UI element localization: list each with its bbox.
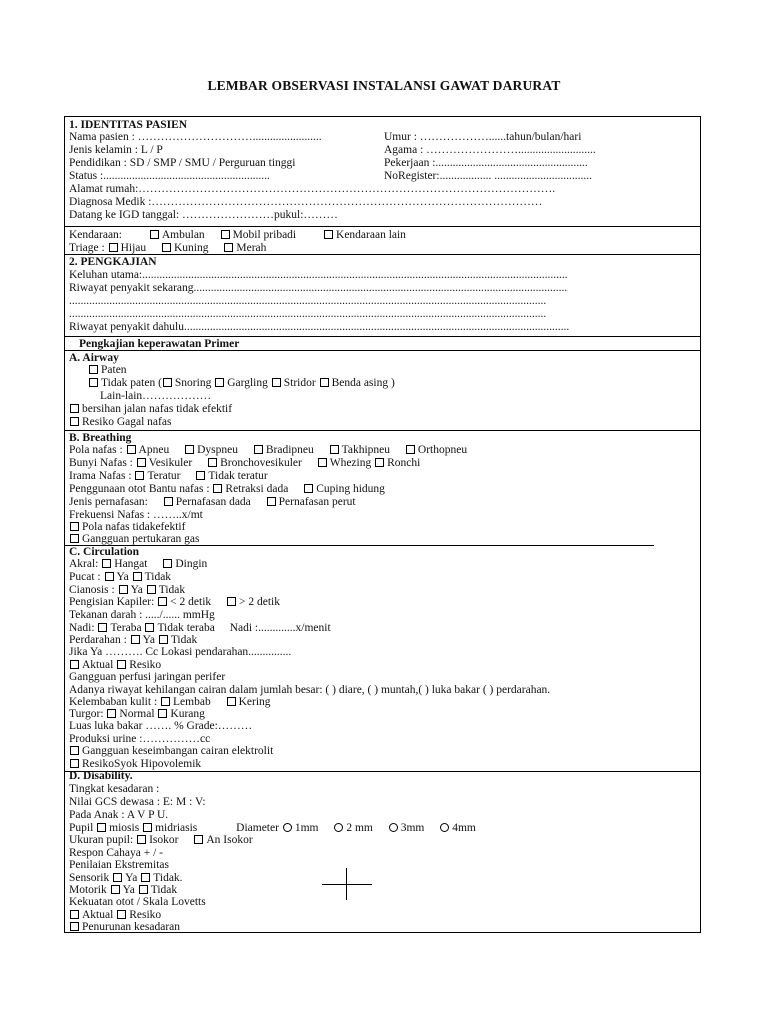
divider (64, 771, 701, 772)
option-label: Pernafasan dada (175, 496, 251, 508)
checkbox-benda-asing[interactable] (320, 378, 329, 387)
option-label: 4mm (452, 822, 476, 834)
option-label: Resiko Gagal nafas (82, 416, 172, 428)
checkbox-bradipneu[interactable] (254, 445, 263, 454)
otot-bantu-row (69, 483, 385, 496)
checkbox-hangat[interactable] (102, 559, 111, 568)
muscle-strength-cross-vertical (346, 868, 347, 900)
option-label: Tidak teratur (208, 470, 268, 482)
checkbox-kering[interactable] (227, 697, 236, 706)
jenis-pernafasan-row (69, 496, 356, 509)
pola-nafas-row (69, 444, 467, 457)
checkbox-circ-aktual[interactable] (70, 660, 79, 669)
bunyi-nafas-label: Bunyi Nafas : (69, 457, 133, 469)
breathing-dx2-row (69, 533, 200, 546)
disability-dx-row (69, 921, 180, 934)
option-label: Resiko (129, 909, 162, 921)
option-label: Whezing (329, 457, 372, 469)
nadi-rate-field[interactable]: Nadi :.............x/menit (229, 622, 331, 634)
pada-anak-field[interactable]: Pada Anak : A V P U. (69, 809, 169, 821)
checkbox-orthopneu[interactable] (406, 445, 415, 454)
cianosis-row (69, 584, 185, 597)
option-label: Tidak (144, 571, 172, 583)
ukuran-pupil-label: Ukuran pupil: (69, 834, 134, 846)
umur-field[interactable]: Umur : ………………......tahun/bulan/hari (384, 131, 582, 143)
checkbox-dis-resiko[interactable] (117, 910, 126, 919)
circulation-dx1-row (69, 745, 273, 758)
option-label: Pernafasan perut (278, 496, 356, 508)
produksi-urine-field[interactable]: Produksi urine :……………cc (69, 733, 211, 745)
option-label: Aktual (82, 659, 114, 671)
akral-label: Akral: (69, 558, 99, 570)
option-label: Paten (101, 364, 127, 376)
checkbox-pernafasan-perut[interactable] (267, 497, 276, 506)
checkbox-ambulan[interactable] (150, 230, 159, 239)
checkbox-cuping-hidung[interactable] (304, 484, 313, 493)
jenis-pernafasan-label: Jenis pernafasan: (69, 496, 148, 508)
checkbox-bersihan-jalan-nafas[interactable] (70, 404, 79, 413)
option-label: 3mm (400, 822, 425, 834)
airway-dx2-row (69, 416, 171, 429)
checkbox-midriasis[interactable] (143, 823, 152, 832)
checkbox-dingin[interactable] (163, 559, 172, 568)
section-identitas-heading: 1. IDENTITAS PASIEN (69, 119, 188, 131)
circulation-dx2-row (69, 758, 201, 771)
checkbox-penurunan-kesadaran[interactable] (70, 922, 79, 931)
checkbox-motorik-ya[interactable] (111, 885, 120, 894)
breathing-heading: B. Breathing (69, 432, 132, 444)
motorik-row (69, 884, 177, 897)
radio-1mm[interactable] (283, 823, 292, 832)
datang-field[interactable]: Datang ke IGD tanggal: ……………………pukul:……… (69, 209, 338, 221)
kendaraan-row (69, 229, 406, 242)
turgor-label: Turgor: (69, 708, 104, 720)
option-label: Ya (130, 584, 143, 596)
option-label: Gangguan pertukaran gas (82, 533, 200, 545)
option-label: Apneu (138, 444, 170, 456)
bunyi-nafas-row (69, 457, 420, 470)
keluhan-field[interactable]: Keluhan utama:.................................................................................................................................................... (69, 269, 568, 281)
checkbox-whezing[interactable] (318, 458, 327, 467)
disability-aktual-row (69, 909, 161, 922)
nadi-label: Nadi: (69, 622, 95, 634)
penilaian-ekstremitas-label: Penilaian Ekstremitas (69, 859, 169, 871)
checkbox-perdarahan-ya[interactable] (131, 635, 140, 644)
checkbox-tidak-teraba[interactable] (145, 623, 154, 632)
option-label: Pola nafas tidakefektif (82, 521, 186, 533)
divider (64, 226, 701, 227)
nadi-row (69, 622, 331, 635)
option-label: Teratur (147, 470, 181, 482)
diagnosa-field[interactable]: Diagnosa Medik :………………………………………………………………………………………… (69, 196, 543, 208)
option-label: Normal (119, 708, 155, 720)
checkbox-perdarahan-tidak[interactable] (159, 635, 168, 644)
respon-cahaya-field[interactable]: Respon Cahaya + / - (69, 847, 163, 859)
kelembaban-label: Kelembaban kulit : (69, 696, 158, 708)
option-label: Lembab (173, 696, 211, 708)
triage-label: Triage : (69, 242, 105, 254)
checkbox-pucat-tidak[interactable] (133, 572, 142, 581)
option-label: Resiko (129, 659, 162, 671)
checkbox-resiko-syok[interactable] (70, 759, 79, 768)
muscle-strength-cross-horizontal (322, 884, 372, 885)
divider (64, 336, 701, 337)
kapiler-label: Pengisian Kapiler: (69, 596, 155, 608)
checkbox-isokor[interactable] (137, 835, 146, 844)
checkbox-takhipneu[interactable] (330, 445, 339, 454)
perdarahan-row (69, 634, 197, 647)
option-label: Tidak (150, 884, 178, 896)
checkbox-kendaraan-lain[interactable] (324, 230, 333, 239)
checkbox-miosis[interactable] (97, 823, 106, 832)
radio-2mm[interactable] (334, 823, 343, 832)
option-label: Bradipneu (265, 444, 314, 456)
option-label: ResikoSyok Hipovolemik (82, 758, 202, 770)
option-label: Kering (238, 696, 271, 708)
option-label: Vesikuler (148, 457, 193, 469)
airway-lain-field[interactable]: Lain-lain……………… (100, 390, 212, 402)
sensorik-label: Sensorik (69, 872, 110, 884)
option-label: Mobil pribadi (232, 229, 297, 241)
cianosis-label: Cianosis : (69, 584, 115, 596)
kelembaban-row (69, 696, 271, 709)
checkbox-bronchovesikuler[interactable] (208, 458, 217, 467)
nama-pasien-field[interactable]: Nama pasien : …………………………........................ (69, 131, 322, 143)
checkbox-resiko-gagal-nafas[interactable] (70, 417, 79, 426)
option-label: Takhipneu (341, 444, 391, 456)
kapiler-row (69, 596, 280, 609)
checkbox-pucat-ya[interactable] (105, 572, 114, 581)
option-label: midriasis (155, 822, 198, 834)
status-field[interactable]: Status :.......................................................... (69, 170, 270, 182)
tingkat-kesadaran-label: Tingkat kesadaran : (69, 783, 160, 795)
form-title: LEMBAR OBSERVASI INSTALANSI GAWAT DARURAT (207, 78, 561, 93)
option-label: > 2 detik (239, 596, 280, 608)
kekuatan-otot-label: Kekuatan otot / Skala Lovetts (69, 896, 206, 908)
airway-tidak-paten-row (88, 377, 395, 390)
checkbox-cianosis-tidak[interactable] (147, 585, 156, 594)
agama-field[interactable]: Agama : ……………………........................... (384, 144, 596, 156)
pekerjaan-field[interactable]: Pekerjaan :..................................................... (384, 157, 588, 169)
checkbox-pola-nafas-tidak-efektif[interactable] (70, 522, 79, 531)
option-label: Tidak teraba (157, 622, 215, 634)
checkbox-stridor[interactable] (272, 378, 281, 387)
checkbox-mobil-pribadi[interactable] (221, 230, 230, 239)
airway-dx1-row (69, 403, 232, 416)
checkbox-sensorik-ya[interactable] (113, 873, 122, 882)
tekanan-darah-field[interactable]: Tekanan darah : ...../...... mmHg (69, 609, 215, 621)
option-label: Ya (116, 571, 129, 583)
option-label: Tidak. (153, 872, 183, 884)
checkbox-apneu[interactable] (127, 445, 136, 454)
option-label: 2 mm (346, 822, 373, 834)
checkbox-teraba[interactable] (98, 623, 107, 632)
option-label: Merah (236, 242, 267, 254)
option-label: miosis (109, 822, 140, 834)
checkbox-paten[interactable] (89, 365, 98, 374)
akral-row (69, 558, 207, 571)
turgor-row (69, 708, 205, 721)
checkbox-gangguan-pertukaran-gas[interactable] (70, 534, 79, 543)
checkbox-lembab[interactable] (161, 697, 170, 706)
gcs-field[interactable]: Nilai GCS dewasa : E: M : V: (69, 796, 206, 808)
option-label: Ronchi (387, 457, 421, 469)
checkbox-merah[interactable] (224, 243, 233, 252)
breathing-dx1-row (69, 521, 185, 534)
option-label: Snoring (174, 377, 212, 389)
checkbox-tidak-paten[interactable] (89, 378, 98, 387)
luas-luka-bakar-field[interactable]: Luas luka bakar ……. % Grade:……… (69, 720, 253, 732)
frekuensi-nafas-field[interactable]: Frekuensi Nafas : ……..x/mt (69, 509, 203, 521)
option-label: Gangguan keseimbangan cairan elektrolit (82, 745, 274, 757)
pucat-label: Pucat : (69, 571, 101, 583)
motorik-label: Motorik (69, 884, 107, 896)
divider (64, 430, 701, 431)
option-label: Gargling (227, 377, 268, 389)
option-label: Kurang (170, 708, 205, 720)
ukuran-pupil-row (69, 834, 253, 847)
checkbox-retraksi-dada[interactable] (213, 484, 222, 493)
airway-heading: A. Airway (69, 352, 119, 364)
checkbox-gangguan-cairan[interactable] (70, 746, 79, 755)
checkbox-tidak-teratur[interactable] (196, 471, 205, 480)
radio-3mm[interactable] (389, 823, 398, 832)
diameter-label: Diameter (236, 822, 279, 834)
option-label: An Isokor (206, 834, 253, 846)
riwayat-sekarang-field[interactable]: Riwayat penyakit sekarang.................................................................................................................................. (69, 282, 568, 294)
checkbox-teratur[interactable] (135, 471, 144, 480)
option-label: bersihan jalan nafas tidak efektif (82, 403, 233, 415)
option-label: Ya (142, 634, 155, 646)
kendaraan-label: Kendaraan: (69, 229, 122, 241)
option-label: Teraba (110, 622, 142, 634)
option-label: Penurunan kesadaran (82, 921, 181, 933)
option-label: 1mm (294, 822, 319, 834)
riwayat-cairan-text: Adanya riwayat kehilangan cairan dalam jumlah besar: ( ) diare, ( ) muntah,( ) luka bakar ( ) perdarahan. (69, 684, 551, 696)
checkbox-cianosis-ya[interactable] (119, 585, 128, 594)
option-label: Kendaraan lain (336, 229, 406, 241)
option-label: Isokor (149, 834, 179, 846)
checkbox-vesikuler[interactable] (137, 458, 146, 467)
option-label: Dingin (175, 558, 208, 570)
option-label: Tidak (170, 634, 198, 646)
pengkajian-primer-heading: Pengkajian keperawatan Primer (79, 338, 240, 350)
checkbox-ronchi[interactable] (375, 458, 384, 467)
option-label: Ya (122, 884, 135, 896)
option-label: Retraksi dada (225, 483, 289, 495)
checkbox-circ-resiko[interactable] (117, 660, 126, 669)
option-label: Kuning (174, 242, 209, 254)
checkbox-kuning[interactable] (162, 243, 171, 252)
checkbox-kurang[interactable] (158, 709, 167, 718)
sensorik-row (69, 872, 183, 885)
option-label: Tidak paten ( (101, 377, 162, 389)
riwayat-dahulu-field[interactable]: Riwayat penyakit dahulu...................................................................................................................................... (69, 321, 570, 333)
option-label: < 2 detik (170, 596, 212, 608)
checkbox-kapiler-lt2[interactable] (158, 597, 167, 606)
dotted-line[interactable]: ...................................................................................................................................................................... (69, 295, 547, 307)
airway-paten-row (88, 364, 127, 377)
gangguan-perfusi-text: Gangguan perfusi jaringan perifer (69, 671, 226, 683)
checkbox-normal[interactable] (107, 709, 116, 718)
irama-nafas-label: Irama Nafas : (69, 470, 132, 482)
pupil-label: Pupil (69, 822, 94, 834)
radio-4mm[interactable] (440, 823, 449, 832)
checkbox-gargling[interactable] (215, 378, 224, 387)
checkbox-sensorik-tidak[interactable] (141, 873, 150, 882)
perdarahan-label: Perdarahan : (69, 634, 127, 646)
checkbox-an-isokor[interactable] (194, 835, 203, 844)
option-label: Aktual (82, 909, 114, 921)
checkbox-dis-aktual[interactable] (70, 910, 79, 919)
option-label: Bronchovesikuler (220, 457, 302, 469)
circulation-heading: C. Circulation (69, 546, 140, 558)
triage-row (69, 242, 266, 255)
jenis-kelamin-field[interactable]: Jenis kelamin : L / P (69, 144, 163, 156)
pola-nafas-label: Pola nafas : (69, 444, 123, 456)
option-label: Hijau (120, 242, 147, 254)
pendidikan-field[interactable]: Pendidikan : SD / SMP / SMU / Perguruan tinggi (69, 157, 296, 169)
option-label: Hangat (114, 558, 148, 570)
checkbox-hijau[interactable] (109, 243, 118, 252)
irama-nafas-row (69, 470, 268, 483)
jika-ya-field[interactable]: Jika Ya ………. Cc Lokasi pendarahan............... (69, 646, 292, 658)
option-label: Dyspneu (197, 444, 238, 456)
checkbox-pernafasan-dada[interactable] (164, 497, 173, 506)
pucat-row (69, 571, 171, 584)
pupil-row (69, 822, 476, 835)
option-label: Ya (125, 872, 138, 884)
checkbox-snoring[interactable] (163, 378, 172, 387)
alamat-field[interactable]: Alamat rumah:………………………………………………………………………………………………. (69, 183, 556, 195)
option-label: Benda asing ) (331, 377, 395, 389)
option-label: Stridor (283, 377, 316, 389)
checkbox-motorik-tidak[interactable] (139, 885, 148, 894)
aktual-resiko-row (69, 659, 161, 672)
noregister-field[interactable]: NoRegister:.................. .................................. (384, 170, 592, 182)
option-label: Orthopneu (417, 444, 468, 456)
checkbox-dyspneu[interactable] (185, 445, 194, 454)
checkbox-kapiler-gt2[interactable] (227, 597, 236, 606)
dotted-line[interactable]: ...................................................................................................................................................................... (69, 308, 547, 320)
section-pengkajian-heading: 2. PENGKAJIAN (69, 256, 157, 268)
option-label: Cuping hidung (316, 483, 385, 495)
option-label: Tidak (158, 584, 186, 596)
disability-heading: D. Disability. (69, 770, 133, 782)
option-label: Ambulan (161, 229, 205, 241)
otot-bantu-label: Penggunaan otot Bantu nafas : (69, 483, 210, 495)
